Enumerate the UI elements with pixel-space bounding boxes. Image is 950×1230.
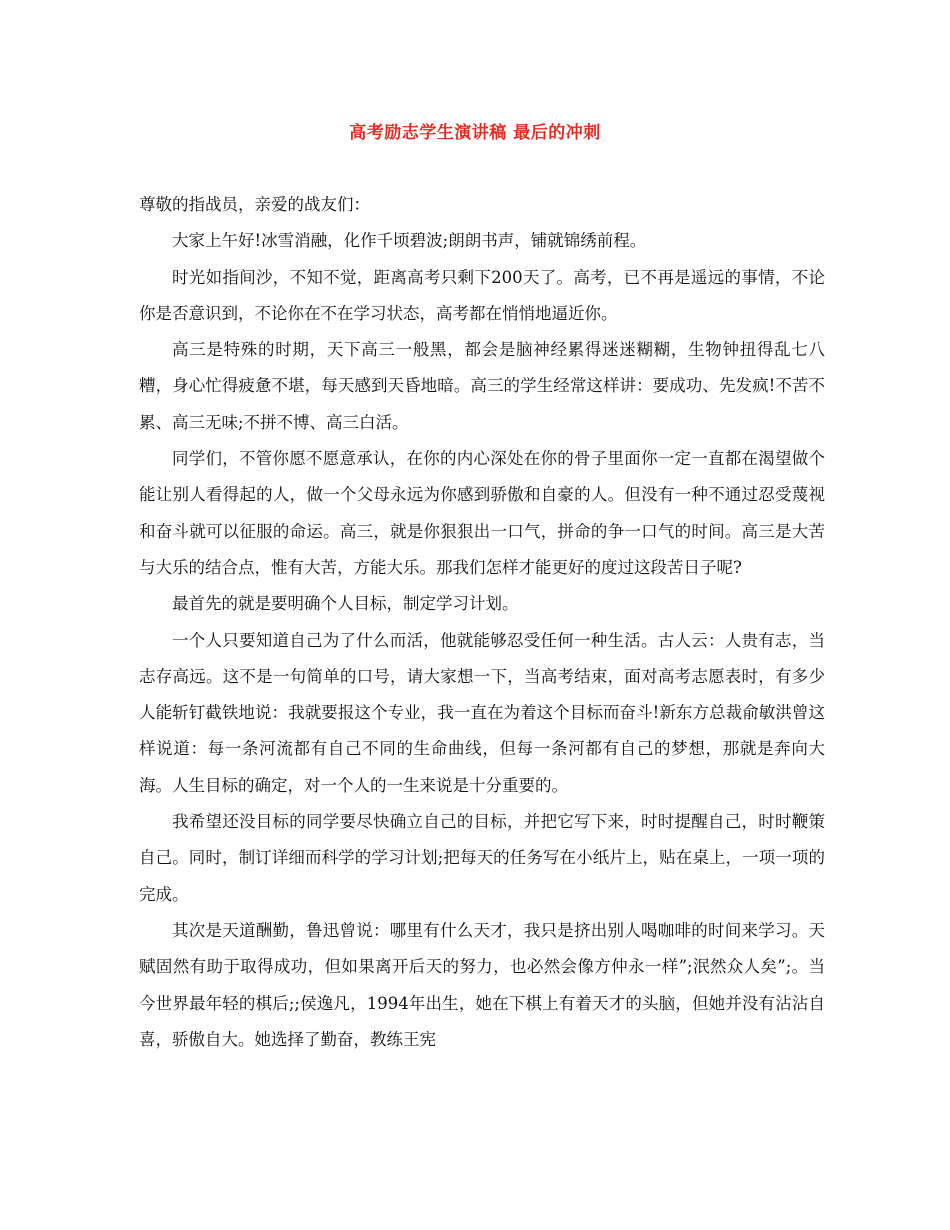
document-body [139, 187, 825, 1058]
paragraph: 其次是天道酬勤，鲁迅曾说：哪里有什么天才，我只是挤出别人喝咖啡的时间来学习。天赋固然有助于取得成功，但如果离开后天的努力，也必然会像方仲永一样”;泯然众人矣”;。当今世界最年轻的棋后;;侯逸凡，1994年出生，她在下棋上有着天才的头脑，但她并没有沾沾自喜，骄傲自大。她选择了勤奋，教练王宪 [139, 920, 825, 1049]
salutation: 尊敬的指战员，亲爱的战友们： [139, 195, 370, 214]
paragraph: 最首先的就是要明确个人目标，制定学习计划。 [172, 594, 519, 614]
paragraph: 同学们，不管你愿不愿意承认，在你的内心深处在你的骨子里面你一定一直都在渴望做个能让别人看得起的人，做一个父母永远为你感到骄傲和自豪的人。但没有一种不通过忍受蔑视和奋斗就可以征服的命运。高三，就是你狠狠出一口气，拼命的争一口气的时间。高三是大苦与大乐的结合点，惟有大苦，方能大乐。那我们怎样才能更好的度过这段苦日子呢? [139, 449, 825, 577]
paragraph: 时光如指间沙，不知不觉，距离高考只剩下200天了。高考，已不再是遥远的事情，不论你是否意识到，不论你在不在学习状态，高考都在悄悄地逼近你。 [139, 267, 825, 323]
paragraph: 高三是特殊的时期，天下高三一般黑，都会是脑神经累得迷迷糊糊，生物钟扭得乱七八糟，身心忙得疲惫不堪，每天感到天昏地暗。高三的学生经常这样讲：要成功、先发疯!不苦不累、高三无味;不拼不博、高三白活。 [139, 340, 825, 432]
paragraph: 一个人只要知道自己为了什么而活，他就能够忍受任何一种生活。古人云：人贵有志，当志存高远。这不是一句简单的口号，请大家想一下，当高考结束，面对高考志愿表时，有多少人能斩钉截铁地说：我就要报这个专业，我一直在为着这个目标而奋斗!新东方总裁俞敏洪曾这样说道：每一条河流都有自己不同的生命曲线，但每一条河都有自己的梦想，那就是奔向大海。人生目标的确定，对一个人的一生来说是十分重要的。 [139, 630, 825, 795]
paragraph: 大家上午好!冰雪消融，化作千顷碧波;朗朗书声，铺就锦绣前程。 [172, 231, 647, 251]
paragraph: 我希望还没目标的同学要尽快确立自己的目标，并把它写下来，时时提醒自己，时时鞭策自己。同时，制订详细而科学的学习计划;把每天的任务写在小纸片上，贴在桌上，一项一项的完成。 [139, 812, 825, 904]
page-title: 高考励志学生演讲稿 最后的冲刺 [349, 123, 601, 143]
